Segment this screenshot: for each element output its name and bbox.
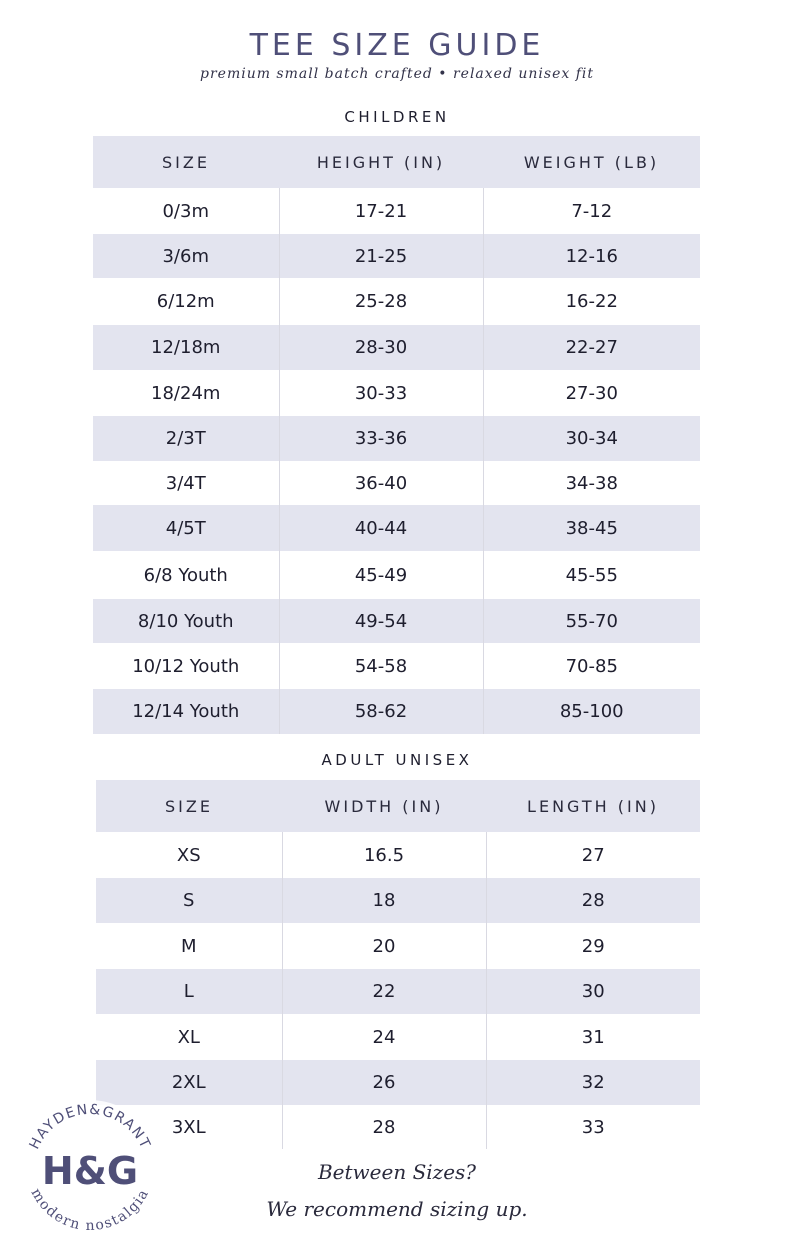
measure-cell-2: 12-16	[483, 234, 700, 278]
table-row	[96, 1014, 700, 1060]
table-row	[93, 370, 700, 416]
adult-section-label: ADULT UNISEX	[321, 751, 473, 769]
measure-cell-1: 28-30	[279, 325, 483, 370]
measure-cell-2: 85-100	[483, 689, 700, 734]
size-cell: 18/24m	[151, 382, 221, 404]
table-row	[93, 551, 700, 599]
measure-cell-2: 55-70	[483, 599, 700, 643]
measure-cell-1: 30-33	[279, 370, 483, 416]
table-row	[96, 878, 700, 923]
measure-cell-1: 18	[282, 878, 486, 923]
size-cell: XS	[176, 844, 201, 866]
size-cell: 12/14 Youth	[93, 689, 279, 734]
table-row	[93, 643, 700, 689]
measure-cell-2: 7-12	[483, 188, 700, 234]
size-cell: 6/12m	[156, 291, 215, 312]
size-cell: L	[96, 969, 282, 1014]
measure-cell-1: 49-54	[279, 599, 483, 643]
column-header-size: SIZE	[93, 136, 279, 188]
children-section-label: CHILDREN	[344, 108, 450, 126]
size-cell: 8/10 Youth	[93, 599, 279, 643]
size-cell: M	[180, 935, 197, 957]
size-cell: 10/12 Youth	[132, 655, 240, 677]
measure-cell-1: 54-58	[279, 643, 483, 689]
children-size-table	[93, 136, 700, 734]
measure-cell-1: 45-49	[279, 551, 483, 599]
table-row	[96, 923, 700, 969]
table-row	[96, 1060, 700, 1105]
measure-cell-1: 58-62	[279, 689, 483, 734]
table-row	[93, 461, 700, 505]
size-cell: XL	[177, 1026, 200, 1048]
table-row	[93, 188, 700, 234]
column-header-height: HEIGHT (IN)	[279, 136, 483, 188]
size-cell: 2XL	[96, 1060, 282, 1105]
measure-cell-1: 26	[282, 1060, 486, 1105]
measure-cell-1: 40-44	[279, 505, 483, 551]
page-title: TEE SIZE GUIDE	[249, 28, 545, 63]
measure-cell-1: 16.5	[282, 832, 486, 878]
measure-cell-2: 32	[486, 1060, 700, 1105]
measure-cell-2: 31	[486, 1014, 700, 1060]
measure-cell-1: 33-36	[279, 416, 483, 461]
table-row	[93, 599, 700, 643]
measure-cell-1: 25-28	[279, 278, 483, 325]
measure-cell-1: 28	[282, 1105, 486, 1149]
table-row	[93, 505, 700, 551]
measure-cell-2: 27	[486, 832, 700, 878]
column-header-weight: WEIGHT (LB)	[483, 136, 700, 188]
column-header-length: LENGTH (IN)	[486, 780, 700, 832]
size-cell: 12/18m	[93, 325, 279, 370]
logo-monogram: H&G	[41, 1149, 139, 1193]
measure-cell-2: 34-38	[483, 461, 700, 505]
hayden-grant-logo	[18, 1098, 163, 1243]
footer-question: Between Sizes?	[317, 1160, 477, 1184]
table-row	[96, 1105, 700, 1149]
measure-cell-2: 33	[486, 1105, 700, 1149]
column-header-width: WIDTH (IN)	[282, 780, 486, 832]
measure-cell-2: 45-55	[483, 551, 700, 599]
table-header-row	[93, 136, 700, 188]
measure-cell-1: 17-21	[279, 188, 483, 234]
measure-cell-1: 24	[282, 1014, 486, 1060]
size-cell: 2/3T	[93, 416, 279, 461]
measure-cell-1: 22	[282, 969, 486, 1014]
table-row	[93, 689, 700, 734]
footer-recommendation: We recommend sizing up.	[266, 1197, 528, 1221]
size-cell: 3/4T	[165, 472, 206, 494]
size-cell: 0/3m	[162, 200, 209, 222]
size-cell: 6/8 Youth	[143, 564, 228, 586]
measure-cell-2: 22-27	[483, 325, 700, 370]
column-header-size: SIZE	[96, 780, 282, 832]
adult-size-table	[96, 780, 700, 1149]
table-row	[93, 325, 700, 370]
page-subtitle: premium small batch crafted • relaxed unisex fit	[200, 66, 594, 82]
table-row	[96, 832, 700, 878]
measure-cell-2: 30-34	[483, 416, 700, 461]
measure-cell-2: 28	[486, 878, 700, 923]
measure-cell-1: 20	[282, 923, 486, 969]
table-row	[93, 234, 700, 278]
measure-cell-2: 29	[486, 923, 700, 969]
table-header-row	[96, 780, 700, 832]
logo-brand-text: HAYDEN&GRANT	[26, 1101, 154, 1152]
measure-cell-2: 27-30	[483, 370, 700, 416]
size-cell: 3/6m	[93, 234, 279, 278]
size-cell: S	[96, 878, 282, 923]
measure-cell-1: 21-25	[279, 234, 483, 278]
measure-cell-2: 16-22	[483, 278, 700, 325]
measure-cell-2: 30	[486, 969, 700, 1014]
table-row	[93, 278, 700, 325]
measure-cell-2: 70-85	[483, 643, 700, 689]
table-row	[96, 969, 700, 1014]
table-row	[93, 416, 700, 461]
size-cell: 4/5T	[93, 505, 279, 551]
measure-cell-1: 36-40	[279, 461, 483, 505]
measure-cell-2: 38-45	[483, 505, 700, 551]
logo-tagline-text: modern nostalgia	[27, 1185, 153, 1235]
size-cell: 3XL	[171, 1116, 206, 1138]
